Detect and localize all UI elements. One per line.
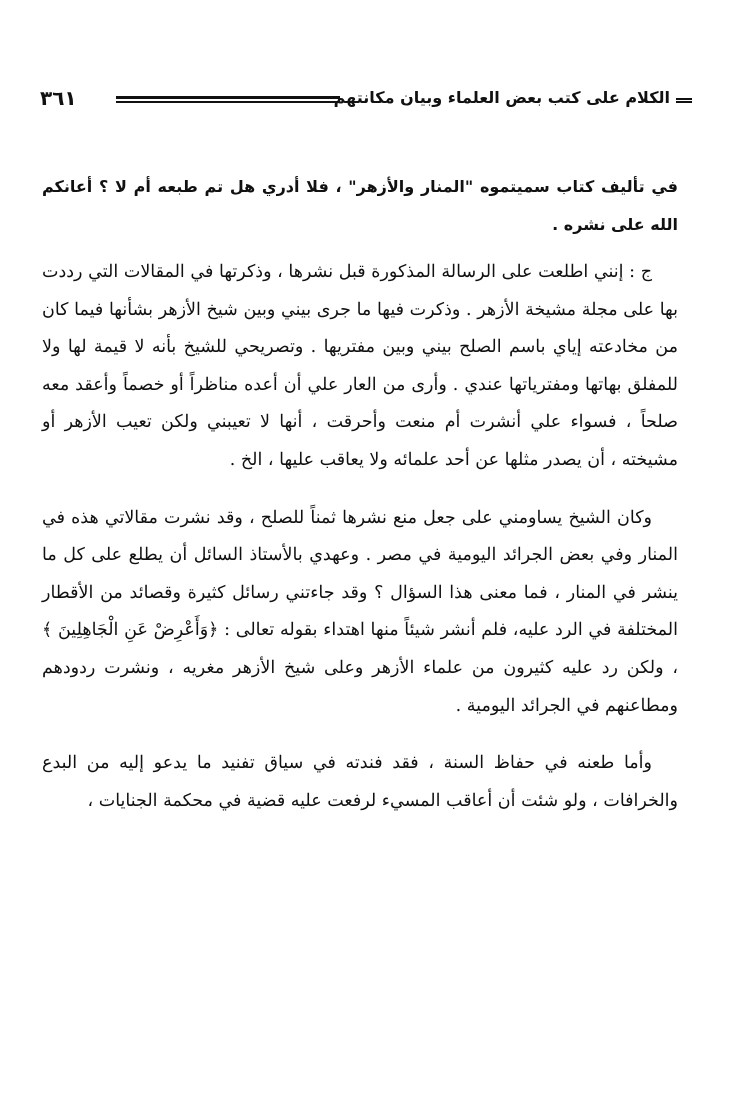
running-header-title: الكلام على كتب بعض العلماء وبيان مكانتهم [333,88,670,107]
answer-paragraph-3: وأما طعنه في حفاظ السنة ، فقد فندته في سياق تفنيد ما يدعو إليه من البدع والخرافات ، ولو شئت أن أعاقب المسيء لرفعت عليه قضية في محكمة الجنايات ، [42,753,678,811]
header-ornament-rule [676,98,692,103]
header-double-rule [116,96,340,103]
answer-paragraph-2: وكان الشيخ يساومني على جعل منع نشرها ثمناً للصلح ، وقد نشرت مقالاتي هذه في المنار وفي بعض الجرائد اليومية في مصر . وعهدي بالأستاذ السائل أن يطلع على كل ما ينشر في المنار ، فما معنى هذا السؤال ؟ وقد جاءتني رسائل كثيرة وقصائد من الأقطار المختلفة في الرد عليه، فلم أنشر شيئاً منها اهتداء بقوله تعالى : ﴿وَأَعْرِضْ عَنِ الْجَاهِلِينَ ﴾ ، ولكن رد عليه كثيرون من علماء الأزهر وعلى شيخ الأزهر مغريه ، ونشرت ردودهم ومطاعنهم في الجرائد اليومية . [42,507,678,716]
answer-paragraph-1: ج : إنني اطلعت على الرسالة المذكورة قبل نشرها ، وذكرتها في المقالات التي رددت بها على مجلة مشيخة الأزهر . وذكرت فيها ما جرى بيني وبين شيخ الأزهر بشأنها فيما كان من مخادعته إياي باسم الصلح بيني وبين مفتريها . وتصريحي للشيخ بأنه لا قيمة لها ولا للمفلق بهاتها ومفترياتها عندي . وأرى من العار علي أن أعده مناظراً أو خصماً وأعقد معه صلحاً ، فسواء علي أنشرت أم منعت وأحرقت ، أنها لا تعيبني ولكن تعيب الأزهر أو مشيخته ، أن يصدر مثلها عن أحد علمائه ولا يعاقب عليها ، الخ . [42,262,679,470]
running-header [40,86,692,116]
question-paragraph: في تأليف كتاب سميتموه "المنار والأزهر" ، فلا أدري هل تم طبعه أم لا ؟ أعانكم الله على نشره . [42,177,678,234]
page-number: ٣٦١ [40,86,77,110]
page-body [42,168,678,840]
